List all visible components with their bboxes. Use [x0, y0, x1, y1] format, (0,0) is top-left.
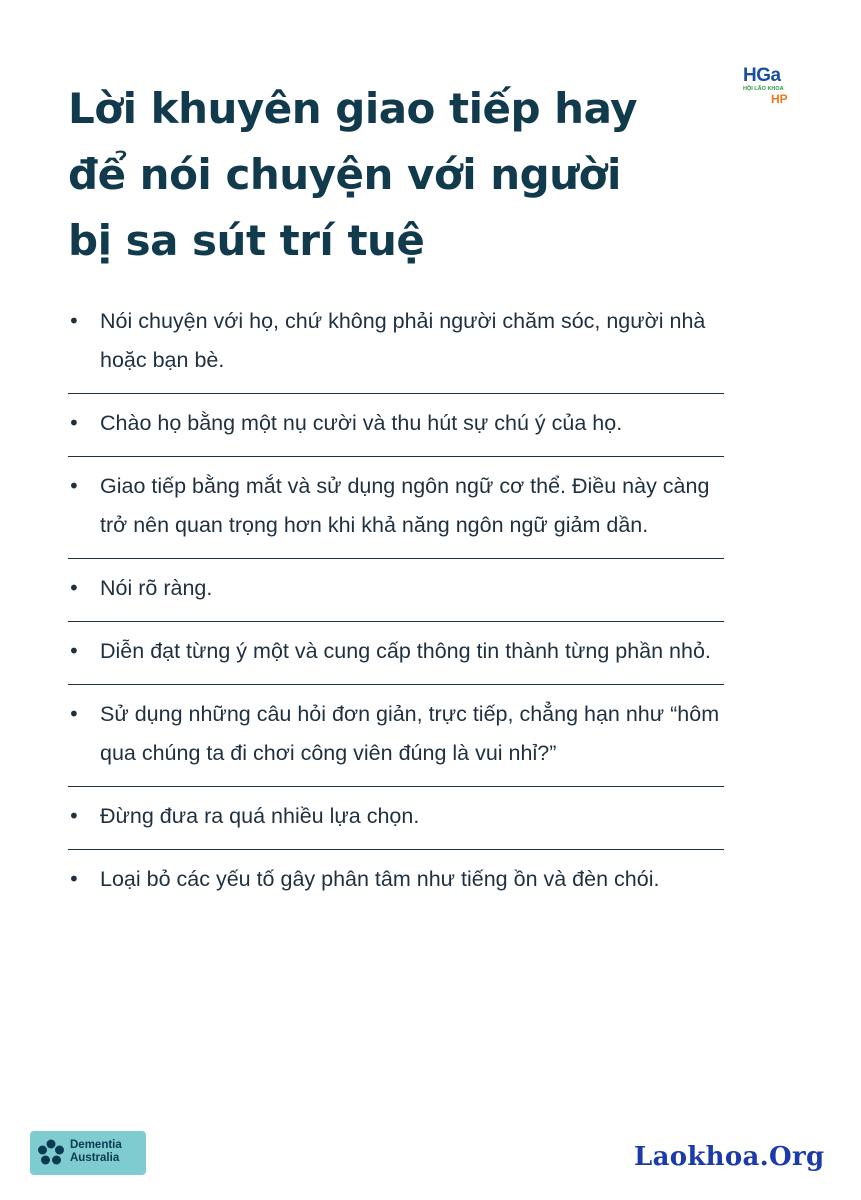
tip-text: Loại bỏ các yếu tố gây phân tâm như tiếng ồn và đèn chói.: [100, 867, 660, 891]
hga-logo-text: HGa: [743, 65, 781, 86]
org-name-line1: Dementia: [70, 1139, 122, 1151]
list-item: [68, 394, 724, 457]
list-item: [68, 622, 724, 685]
bullet-icon: •: [68, 867, 80, 891]
list-item: [68, 787, 724, 850]
website-link[interactable]: Laokhoa.Org: [634, 1142, 825, 1172]
page-title: [68, 76, 708, 274]
bullet-icon: •: [68, 639, 80, 663]
list-item: [68, 685, 724, 787]
hga-logo-subtitle: HỘI LÃO KHOA: [743, 86, 784, 92]
dementia-australia-logo: [30, 1131, 146, 1175]
bullet-icon: •: [68, 474, 80, 498]
list-item: [68, 292, 724, 394]
tip-text: Nói rõ ràng.: [100, 576, 213, 600]
flower-icon: [36, 1138, 66, 1168]
org-name-line2: Australia: [70, 1152, 120, 1164]
tip-text: Giao tiếp bằng mắt và sử dụng ngôn ngữ cơ thể. Điều này càng trở nên quan trọng hơn khi khả năng ngôn ngữ giảm dần.: [100, 474, 710, 537]
tip-text: Chào họ bằng một nụ cười và thu hút sự chú ý của họ.: [100, 411, 623, 435]
bullet-icon: •: [68, 576, 80, 600]
tip-text: Đừng đưa ra quá nhiều lựa chọn.: [100, 804, 420, 828]
tip-text: Sử dụng những câu hỏi đơn giản, trực tiếp, chẳng hạn như “hôm qua chúng ta đi chơi công viên đúng là vui nhỉ?”: [100, 702, 720, 765]
hga-logo: [743, 66, 803, 105]
list-item: [68, 559, 724, 622]
tips-list: [68, 292, 724, 912]
bullet-icon: •: [68, 804, 80, 828]
title-line: bị sa sút trí tuệ: [68, 216, 425, 265]
tip-text: Diễn đạt từng ý một và cung cấp thông tin thành từng phần nhỏ.: [100, 639, 711, 663]
list-item: [68, 457, 724, 559]
list-item: [68, 850, 724, 912]
bullet-icon: •: [68, 309, 80, 333]
tip-text: Nói chuyện với họ, chứ không phải người chăm sóc, người nhà hoặc bạn bè.: [100, 309, 706, 372]
title-line: để nói chuyện với người: [68, 150, 621, 199]
org-name: [70, 1139, 122, 1165]
bullet-icon: •: [68, 411, 80, 435]
bullet-icon: •: [68, 702, 80, 726]
hga-logo-tag: HP: [771, 92, 788, 106]
title-line: Lời khuyên giao tiếp hay: [68, 84, 638, 133]
